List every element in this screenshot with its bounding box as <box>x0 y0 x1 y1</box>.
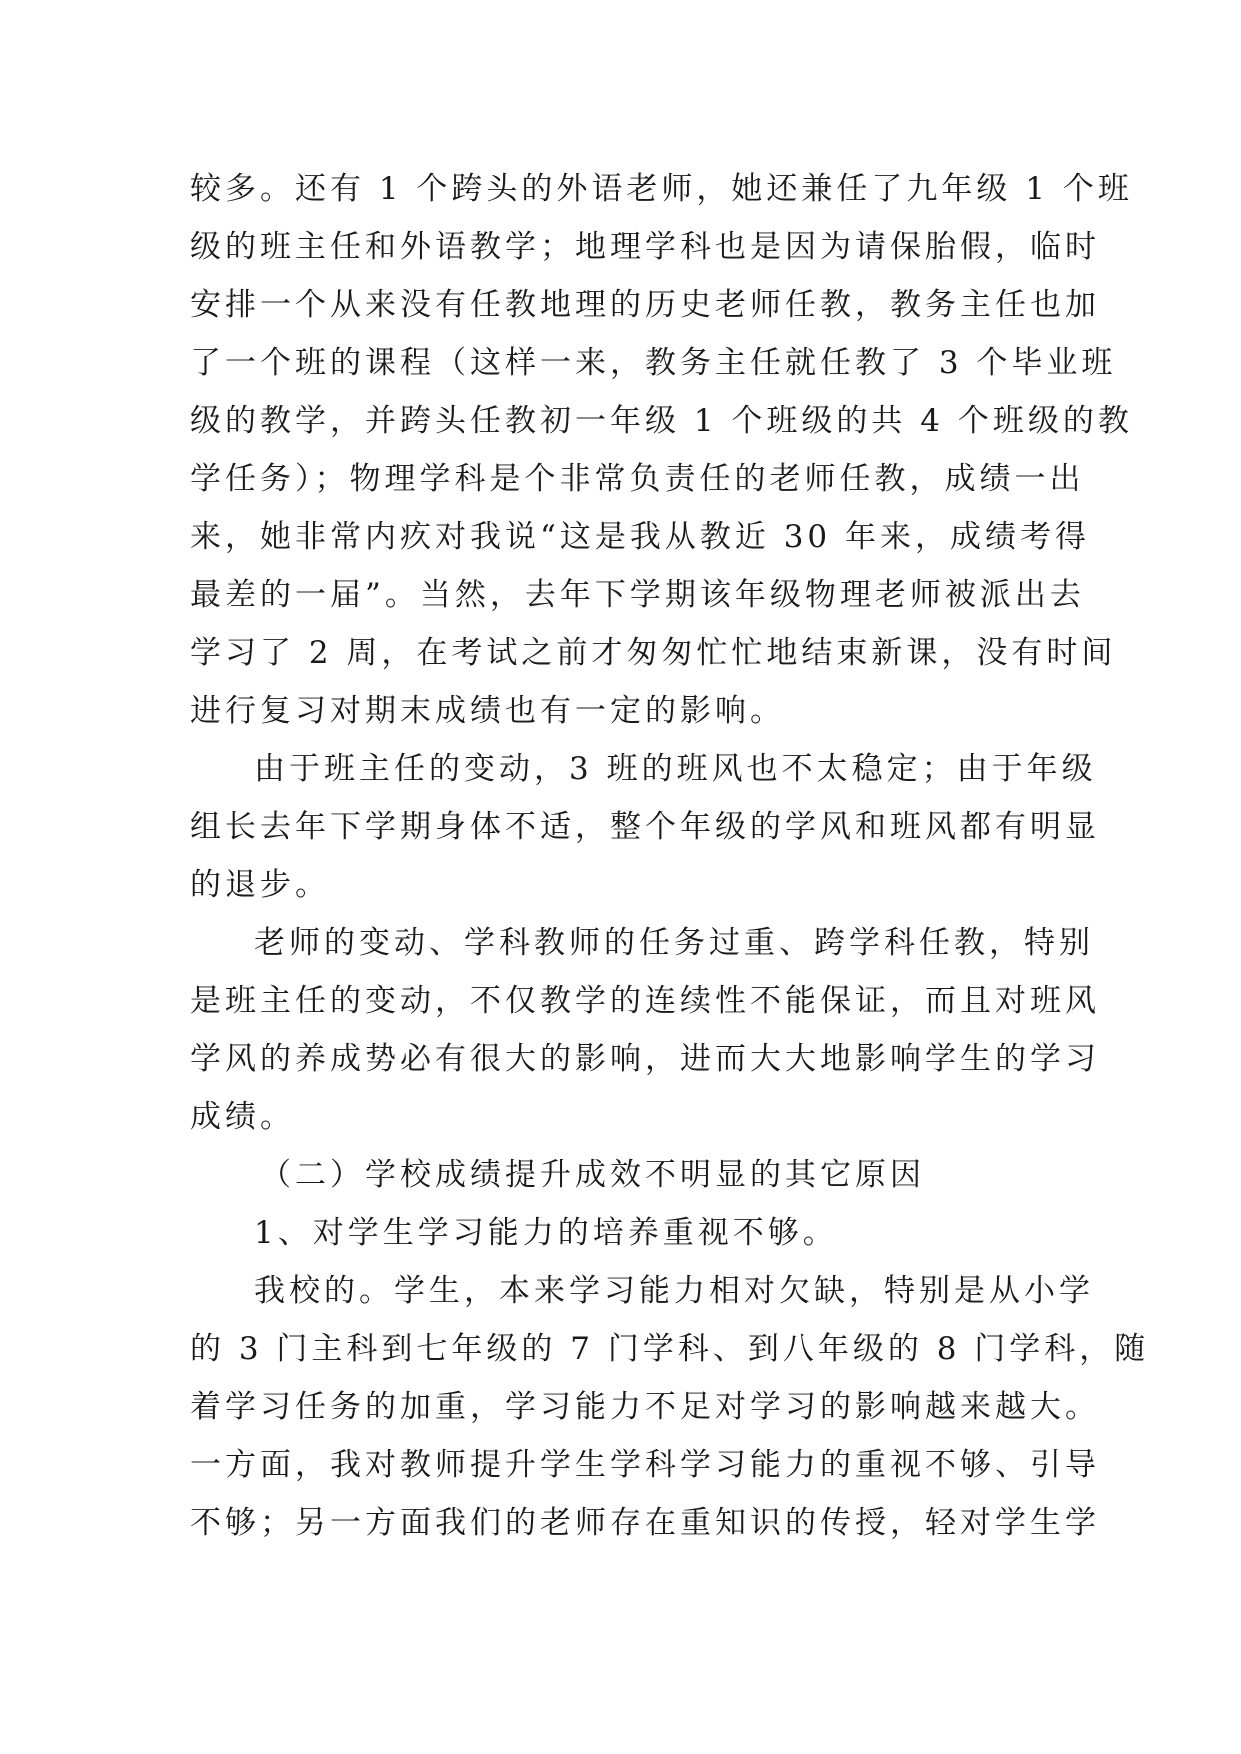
body-text <box>190 160 1150 1552</box>
list-item-1: 1、对学生学习能力的培养重视不够。 <box>254 1215 838 1251</box>
text-line: 是班主任的变动，不仅教学的连续性不能保证，而且对班风 <box>190 983 1100 1019</box>
text-line: 了一个班的课程（这样一来，教务主任就任教了 3 个毕业班 <box>190 345 1117 381</box>
text-line: 级的教学，并跨头任教初一年级 1 个班级的共 4 个班级的教 <box>190 403 1133 439</box>
text-line: 的 3 门主科到七年级的 7 门学科、到八年级的 8 门学科，随 <box>190 1331 1150 1367</box>
text-line: 组长去年下学期身体不适，整个年级的学风和班风都有明显 <box>190 809 1100 845</box>
text-line: 学习了 2 周，在考试之前才匆匆忙忙地结束新课，没有时间 <box>190 635 1117 671</box>
text-line: 学风的养成势必有很大的影响，进而大大地影响学生的学习 <box>190 1041 1100 1077</box>
text-line: 最差的一届”。当然，去年下学期该年级物理老师被派出去 <box>190 577 1085 613</box>
text-line: 级的班主任和外语教学；地理学科也是因为请保胎假，临时 <box>190 229 1100 265</box>
text-line: 安排一个从来没有任教地理的历史老师任教，教务主任也加 <box>190 287 1100 323</box>
text-line: 不够；另一方面我们的老师存在重知识的传授，轻对学生学 <box>190 1505 1100 1541</box>
text-line: 来，她非常内疚对我说“这是我从教近 30 年来，成绩考得 <box>190 519 1090 555</box>
text-line: 着学习任务的加重，学习能力不足对学习的影响越来越大。 <box>190 1389 1100 1425</box>
text-line: 进行复习对期末成绩也有一定的影响。 <box>190 693 785 729</box>
text-line: 的退步。 <box>190 867 330 903</box>
text-line: 一方面，我对教师提升学生学科学习能力的重视不够、引导 <box>190 1447 1100 1483</box>
text-line: 我校的。学生，本来学习能力相对欠缺，特别是从小学 <box>254 1273 1094 1309</box>
section-heading: （二）学校成绩提升成效不明显的其它原因 <box>260 1157 925 1193</box>
paragraph-3 <box>190 914 1100 1146</box>
paragraph-1 <box>190 160 1133 740</box>
text-line: 成绩。 <box>190 1099 295 1135</box>
paragraph-2 <box>190 740 1100 914</box>
text-line: 学任务）；物理学科是个非常负责任的老师任教，成绩一出 <box>190 461 1085 497</box>
paragraph-4 <box>190 1262 1150 1552</box>
text-line: 由于班主任的变动，3 班的班风也不太稳定；由于年级 <box>254 751 1097 787</box>
text-line: 老师的变动、学科教师的任务过重、跨学科任教，特别 <box>254 925 1094 961</box>
text-line: 较多。还有 1 个跨头的外语老师，她还兼任了九年级 1 个班 <box>190 171 1133 207</box>
